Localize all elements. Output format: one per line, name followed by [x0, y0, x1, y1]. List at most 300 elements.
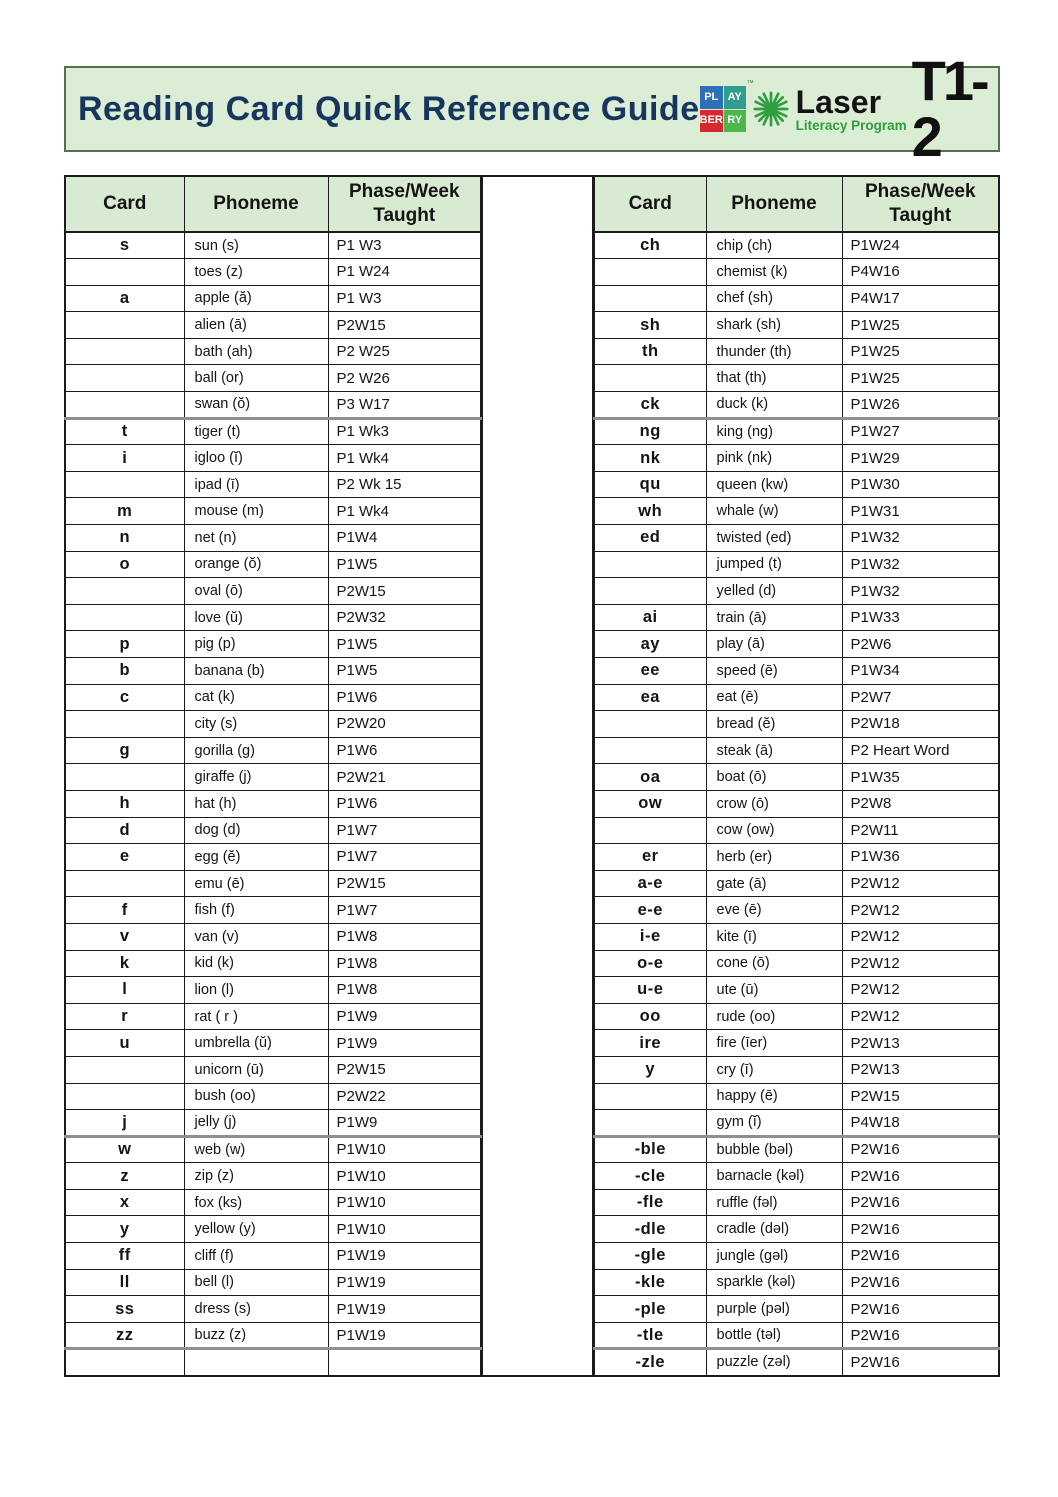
phoneme-cell: rat ( r ): [184, 1003, 328, 1030]
phoneme-cell: emu (ē): [184, 870, 328, 897]
phoneme-cell: duck (k): [706, 392, 842, 419]
phoneme-cell: ute (ū): [706, 977, 842, 1004]
table-row: [594, 711, 999, 738]
phoneme-cell: queen (kw): [706, 471, 842, 498]
phoneme-cell: thunder (th): [706, 338, 842, 365]
phoneme-cell: sparkle (kəl): [706, 1269, 842, 1296]
card-cell: [65, 392, 184, 419]
phoneme-cell: cliff (f): [184, 1243, 328, 1270]
phoneme-cell: oval (ō): [184, 578, 328, 605]
phoneme-cell: igloo (ĭ): [184, 445, 328, 472]
right-reference-table: [593, 175, 1000, 1377]
phase-week-cell: P2W18: [842, 711, 999, 738]
phoneme-cell: cat (k): [184, 684, 328, 711]
phoneme-cell: jumped (t): [706, 551, 842, 578]
phoneme-cell: chemist (k): [706, 259, 842, 286]
phase-week-cell: P1W29: [842, 445, 999, 472]
phoneme-cell: sun (s): [184, 232, 328, 259]
puzzle-tile: BER: [700, 110, 723, 133]
phase-week-cell: P1W32: [842, 578, 999, 605]
card-cell: h: [65, 790, 184, 817]
table-row: [594, 1269, 999, 1296]
table-row: [65, 525, 481, 552]
phoneme-cell: barnacle (kəl): [706, 1163, 842, 1190]
phase-week-cell: P1 W3: [328, 285, 481, 312]
phoneme-cell: dress (s): [184, 1296, 328, 1323]
card-cell: o-e: [594, 950, 706, 977]
phoneme-cell: tiger (t): [184, 418, 328, 445]
card-cell: sh: [594, 312, 706, 339]
phase-week-cell: P2W12: [842, 1003, 999, 1030]
table-row: [65, 1349, 481, 1376]
phoneme-cell: twisted (ed): [706, 525, 842, 552]
card-cell: [65, 578, 184, 605]
card-cell: [65, 711, 184, 738]
card-cell: ay: [594, 631, 706, 658]
phoneme-cell: gorilla (g): [184, 737, 328, 764]
phase-week-cell: [328, 1349, 481, 1376]
phase-week-cell: P4W17: [842, 285, 999, 312]
phase-week-cell: P1 W24: [328, 259, 481, 286]
phoneme-cell: crow (ō): [706, 790, 842, 817]
card-cell: -gle: [594, 1243, 706, 1270]
phoneme-cell: cradle (dəl): [706, 1216, 842, 1243]
card-cell: c: [65, 684, 184, 711]
phase-week-cell: P3 W17: [328, 392, 481, 419]
table-row: [594, 631, 999, 658]
table-row: [594, 1163, 999, 1190]
phase-week-cell: P2W15: [842, 1083, 999, 1110]
card-cell: m: [65, 498, 184, 525]
header-row: [65, 176, 481, 232]
card-cell: ff: [65, 1243, 184, 1270]
card-cell: i: [65, 445, 184, 472]
phoneme-cell: hat (h): [184, 790, 328, 817]
table-row: [65, 1003, 481, 1030]
phoneme-cell: jelly (j): [184, 1110, 328, 1137]
card-cell: [65, 471, 184, 498]
table-row: [65, 897, 481, 924]
card-cell: p: [65, 631, 184, 658]
table-row: [594, 1189, 999, 1216]
table-row: [65, 684, 481, 711]
phase-week-cell: P1W24: [842, 232, 999, 259]
phase-week-cell: P1W19: [328, 1269, 481, 1296]
table-row: [594, 658, 999, 685]
table-row: [594, 923, 999, 950]
phase-week-cell: P2W6: [842, 631, 999, 658]
card-cell: [65, 365, 184, 392]
phoneme-cell: whale (w): [706, 498, 842, 525]
table-row: [594, 1296, 999, 1323]
phase-week-cell: P2W21: [328, 764, 481, 791]
phase-week-cell: P1W19: [328, 1322, 481, 1349]
phoneme-cell: swan (ŏ): [184, 392, 328, 419]
phoneme-cell: cry (ī): [706, 1056, 842, 1083]
card-cell: ee: [594, 658, 706, 685]
phase-week-cell: P2W15: [328, 578, 481, 605]
phoneme-cell: bread (ĕ): [706, 711, 842, 738]
table-row: [65, 392, 481, 419]
table-row: [65, 259, 481, 286]
phoneme-cell: ipad (ī): [184, 471, 328, 498]
table-row: [65, 365, 481, 392]
phoneme-cell: giraffe (j): [184, 764, 328, 791]
phase-week-cell: P2 W25: [328, 338, 481, 365]
phase-week-cell: P2W7: [842, 684, 999, 711]
phoneme-cell: buzz (z): [184, 1322, 328, 1349]
phoneme-cell: jungle (gəl): [706, 1243, 842, 1270]
phase-week-cell: P2W16: [842, 1322, 999, 1349]
card-cell: x: [65, 1189, 184, 1216]
phoneme-cell: fire (īer): [706, 1030, 842, 1057]
table-row: [594, 338, 999, 365]
phase-week-cell: P1W6: [328, 737, 481, 764]
phase-week-cell: P2W16: [842, 1269, 999, 1296]
card-cell: th: [594, 338, 706, 365]
phase-week-cell: P2W16: [842, 1136, 999, 1163]
table-row: [65, 471, 481, 498]
phase-week-cell: P2W32: [328, 604, 481, 631]
phoneme-cell: boat (ō): [706, 764, 842, 791]
phase-week-cell: P2W22: [328, 1083, 481, 1110]
card-cell: qu: [594, 471, 706, 498]
phoneme-cell: unicorn (ū): [184, 1056, 328, 1083]
phoneme-cell: banana (b): [184, 658, 328, 685]
puzzle-tile: AY: [724, 86, 746, 109]
phase-week-cell: P1W10: [328, 1216, 481, 1243]
phase-week-cell: P2W15: [328, 870, 481, 897]
phoneme-cell: steak (ā): [706, 737, 842, 764]
card-cell: e: [65, 844, 184, 871]
column-header: Card: [594, 176, 706, 232]
phoneme-cell: mouse (m): [184, 498, 328, 525]
card-cell: ss: [65, 1296, 184, 1323]
center-spacer-cell: [482, 175, 593, 1377]
card-cell: i-e: [594, 923, 706, 950]
card-cell: ck: [594, 392, 706, 419]
phase-week-cell: P1W33: [842, 604, 999, 631]
card-cell: -ple: [594, 1296, 706, 1323]
table-row: [594, 312, 999, 339]
phoneme-cell: van (v): [184, 923, 328, 950]
table-row: [594, 551, 999, 578]
card-cell: zz: [65, 1322, 184, 1349]
table-row: [594, 844, 999, 871]
card-cell: l: [65, 977, 184, 1004]
card-cell: -fle: [594, 1189, 706, 1216]
table-row: [65, 498, 481, 525]
card-cell: k: [65, 950, 184, 977]
card-cell: ll: [65, 1269, 184, 1296]
table-row: [65, 312, 481, 339]
card-cell: [594, 737, 706, 764]
card-cell: ng: [594, 418, 706, 445]
phoneme-cell: web (w): [184, 1136, 328, 1163]
reference-tables: [64, 175, 1000, 1377]
table-row: [65, 1163, 481, 1190]
phase-week-cell: P1W7: [328, 844, 481, 871]
phoneme-cell: bath (ah): [184, 338, 328, 365]
phoneme-cell: rude (oo): [706, 1003, 842, 1030]
phoneme-cell: fox (ks): [184, 1189, 328, 1216]
phase-week-cell: P2 Wk 15: [328, 471, 481, 498]
phase-week-cell: P1W7: [328, 897, 481, 924]
phoneme-cell: apple (ă): [184, 285, 328, 312]
title-banner: [64, 49, 1000, 168]
card-cell: [65, 1083, 184, 1110]
phase-week-cell: P2W8: [842, 790, 999, 817]
phase-week-cell: P1W25: [842, 312, 999, 339]
phoneme-cell: bell (l): [184, 1269, 328, 1296]
phoneme-cell: love (ŭ): [184, 604, 328, 631]
brand-subtitle: Literacy Program: [795, 117, 907, 133]
table-row: [65, 711, 481, 738]
card-cell: ai: [594, 604, 706, 631]
card-cell: a-e: [594, 870, 706, 897]
card-cell: [65, 1349, 184, 1376]
table-row: [65, 1189, 481, 1216]
trademark-symbol: ™: [746, 80, 754, 87]
phase-week-cell: P2W12: [842, 977, 999, 1004]
phase-week-cell: P1W6: [328, 790, 481, 817]
table-row: [65, 285, 481, 312]
table-row: [594, 737, 999, 764]
phoneme-cell: bush (oo): [184, 1083, 328, 1110]
playberry-puzzle-icon: [699, 80, 754, 132]
phase-week-cell: P2W15: [328, 312, 481, 339]
term-tag: T1-2: [911, 49, 987, 168]
card-cell: [65, 312, 184, 339]
table-row: [594, 817, 999, 844]
card-cell: [594, 1083, 706, 1110]
table-row: [594, 1083, 999, 1110]
card-cell: y: [65, 1216, 184, 1243]
table-row: [65, 631, 481, 658]
phoneme-cell: chip (ch): [706, 232, 842, 259]
phase-week-cell: P2W12: [842, 870, 999, 897]
card-cell: b: [65, 658, 184, 685]
column-header: Phase/Week Taught: [842, 176, 999, 232]
table-row: [594, 764, 999, 791]
phoneme-cell: lion (l): [184, 977, 328, 1004]
brand-name: Laser: [795, 83, 882, 120]
phoneme-cell: kid (k): [184, 950, 328, 977]
table-row: [65, 578, 481, 605]
table-row: [594, 365, 999, 392]
phase-week-cell: P2W20: [328, 711, 481, 738]
phase-week-cell: P2W16: [842, 1243, 999, 1270]
phase-week-cell: P1W35: [842, 764, 999, 791]
table-row: [594, 1110, 999, 1137]
phoneme-cell: net (n): [184, 525, 328, 552]
table-row: [65, 445, 481, 472]
table-row: [65, 1216, 481, 1243]
table-row: [65, 418, 481, 445]
phase-week-cell: P1W7: [328, 817, 481, 844]
card-cell: wh: [594, 498, 706, 525]
phoneme-cell: yelled (d): [706, 578, 842, 605]
phase-week-cell: P1W8: [328, 950, 481, 977]
phoneme-cell: [184, 1349, 328, 1376]
phoneme-cell: play (ā): [706, 631, 842, 658]
table-row: [594, 790, 999, 817]
table-row: [65, 1322, 481, 1349]
phoneme-cell: cone (ō): [706, 950, 842, 977]
phoneme-cell: train (ā): [706, 604, 842, 631]
column-header: Card: [65, 176, 184, 232]
table-row: [594, 1003, 999, 1030]
card-cell: r: [65, 1003, 184, 1030]
table-row: [594, 950, 999, 977]
phase-week-cell: P2 W26: [328, 365, 481, 392]
card-cell: v: [65, 923, 184, 950]
table-row: [594, 578, 999, 605]
phase-week-cell: P1W32: [842, 551, 999, 578]
table-row: [594, 1243, 999, 1270]
phase-week-cell: P1W10: [328, 1136, 481, 1163]
card-cell: d: [65, 817, 184, 844]
card-cell: er: [594, 844, 706, 871]
phoneme-cell: bottle (təl): [706, 1322, 842, 1349]
phase-week-cell: P1W5: [328, 551, 481, 578]
phase-week-cell: P1W34: [842, 658, 999, 685]
card-cell: oa: [594, 764, 706, 791]
phase-week-cell: P2W16: [842, 1216, 999, 1243]
phoneme-cell: bubble (bəl): [706, 1136, 842, 1163]
phase-week-cell: P1 W3: [328, 232, 481, 259]
table-row: [65, 1030, 481, 1057]
card-cell: y: [594, 1056, 706, 1083]
card-cell: t: [65, 418, 184, 445]
table-row: [65, 817, 481, 844]
phase-week-cell: P1W9: [328, 1030, 481, 1057]
card-cell: ea: [594, 684, 706, 711]
phoneme-cell: eat (ē): [706, 684, 842, 711]
card-cell: -ble: [594, 1136, 706, 1163]
phase-week-cell: P1W5: [328, 658, 481, 685]
table-row: [594, 897, 999, 924]
table-row: [65, 338, 481, 365]
card-cell: e-e: [594, 897, 706, 924]
phase-week-cell: P1W10: [328, 1163, 481, 1190]
phoneme-cell: speed (ē): [706, 658, 842, 685]
phoneme-cell: yellow (y): [184, 1216, 328, 1243]
card-cell: o: [65, 551, 184, 578]
phoneme-cell: fish (f): [184, 897, 328, 924]
phase-week-cell: P4W16: [842, 259, 999, 286]
phoneme-cell: dog (d): [184, 817, 328, 844]
phoneme-cell: egg (ĕ): [184, 844, 328, 871]
phase-week-cell: P1W27: [842, 418, 999, 445]
card-cell: -zle: [594, 1349, 706, 1376]
phase-week-cell: P2W16: [842, 1189, 999, 1216]
table-row: [65, 844, 481, 871]
table-row: [594, 498, 999, 525]
phase-week-cell: P2W12: [842, 950, 999, 977]
phase-week-cell: P2W15: [328, 1056, 481, 1083]
card-cell: [594, 285, 706, 312]
table-row: [594, 1136, 999, 1163]
table-row: [594, 1030, 999, 1057]
table-row: [594, 1322, 999, 1349]
phase-week-cell: P1W9: [328, 1003, 481, 1030]
card-cell: a: [65, 285, 184, 312]
table-row: [65, 923, 481, 950]
phoneme-cell: cow (ow): [706, 817, 842, 844]
header-row: [594, 176, 999, 232]
phoneme-cell: alien (ā): [184, 312, 328, 339]
table-row: [594, 232, 999, 259]
table-row: [594, 285, 999, 312]
phase-week-cell: P2W13: [842, 1056, 999, 1083]
card-cell: -dle: [594, 1216, 706, 1243]
table-row: [65, 1110, 481, 1137]
phoneme-cell: chef (sh): [706, 285, 842, 312]
table-row: [594, 1056, 999, 1083]
card-cell: nk: [594, 445, 706, 472]
table-row: [594, 977, 999, 1004]
table-row: [65, 1083, 481, 1110]
phase-week-cell: P2W16: [842, 1163, 999, 1190]
phase-week-cell: P1W25: [842, 338, 999, 365]
table-row: [594, 604, 999, 631]
table-row: [65, 977, 481, 1004]
table-row: [594, 525, 999, 552]
card-cell: w: [65, 1136, 184, 1163]
phoneme-cell: umbrella (ŭ): [184, 1030, 328, 1057]
table-row: [594, 445, 999, 472]
column-header: Phoneme: [706, 176, 842, 232]
phase-week-cell: P1W19: [328, 1243, 481, 1270]
phoneme-cell: that (th): [706, 365, 842, 392]
table-row: [594, 1216, 999, 1243]
card-cell: [65, 870, 184, 897]
phase-week-cell: P1 Wk3: [328, 418, 481, 445]
phase-week-cell: P1W19: [328, 1296, 481, 1323]
card-cell: z: [65, 1163, 184, 1190]
phase-week-cell: P1W10: [328, 1189, 481, 1216]
card-cell: [65, 1056, 184, 1083]
table-row: [594, 418, 999, 445]
phase-week-cell: P1W4: [328, 525, 481, 552]
table-row: [65, 790, 481, 817]
table-row: [65, 1269, 481, 1296]
phase-week-cell: P1W9: [328, 1110, 481, 1137]
phase-week-cell: P1W36: [842, 844, 999, 871]
card-cell: [594, 365, 706, 392]
card-cell: ed: [594, 525, 706, 552]
card-cell: [594, 578, 706, 605]
table-row: [594, 1349, 999, 1376]
phoneme-cell: ball (or): [184, 365, 328, 392]
card-cell: [65, 259, 184, 286]
table-row: [65, 1243, 481, 1270]
phoneme-cell: orange (ŏ): [184, 551, 328, 578]
card-cell: -kle: [594, 1269, 706, 1296]
card-cell: n: [65, 525, 184, 552]
phase-week-cell: P1W31: [842, 498, 999, 525]
phoneme-cell: kite (ī): [706, 923, 842, 950]
card-cell: [594, 817, 706, 844]
table-row: [65, 604, 481, 631]
card-cell: oo: [594, 1003, 706, 1030]
puzzle-tile: RY: [724, 110, 746, 133]
phoneme-cell: pig (p): [184, 631, 328, 658]
table-row: [594, 259, 999, 286]
phoneme-cell: toes (z): [184, 259, 328, 286]
card-cell: ire: [594, 1030, 706, 1057]
